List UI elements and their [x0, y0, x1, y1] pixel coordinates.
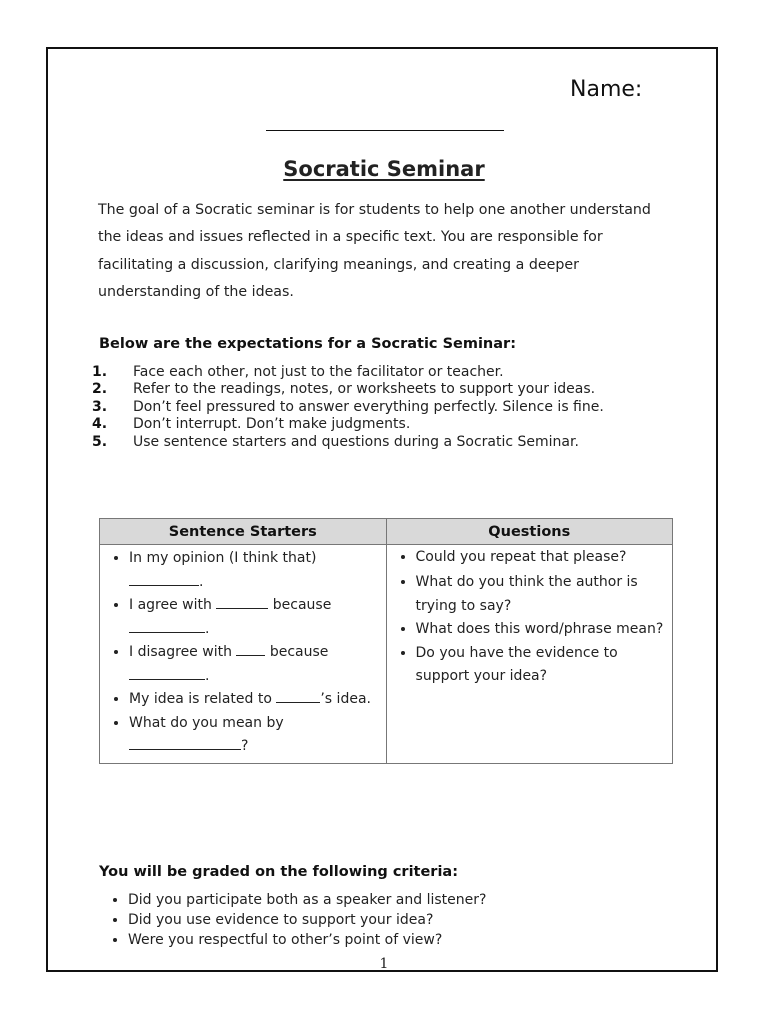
- item-text: Don’t feel pressured to answer everything perfectly. Silence is fine.: [133, 398, 604, 415]
- starter-text: because: [269, 644, 329, 660]
- criteria-heading: You will be graded on the following criteria:: [99, 864, 459, 880]
- item-number: 2.: [92, 381, 108, 398]
- sentence-starters-table: [99, 518, 673, 764]
- starter-text: What do you mean by: [129, 714, 284, 731]
- item-number: 4.: [92, 416, 108, 433]
- list-item: • Did you use evidence to support your idea?: [128, 910, 486, 930]
- list-item: [92, 434, 604, 451]
- name-blank-line: [266, 130, 504, 131]
- name-label: Name:: [570, 77, 643, 102]
- starter-punct: .: [199, 573, 204, 590]
- expectations-list: [92, 364, 604, 451]
- list-item: [92, 381, 604, 398]
- item-number: 1.: [92, 364, 108, 380]
- list-item: [92, 399, 604, 416]
- page-number: 1: [379, 956, 389, 972]
- starter-punct: ?: [241, 738, 249, 754]
- starter-text: ’s idea.: [320, 691, 371, 707]
- title-text: Socratic Seminar: [283, 157, 485, 181]
- item-text: Face each other, not just to the facilitator or teacher.: [133, 364, 504, 380]
- list-item: [92, 416, 604, 433]
- questions-cell: [386, 545, 672, 764]
- starters-list: [100, 547, 378, 759]
- list-item: [129, 594, 378, 641]
- questions-list: [387, 547, 664, 689]
- page-title: [48, 157, 720, 181]
- starter-text: My idea is related to: [129, 691, 272, 707]
- intro-paragraph: The goal of a Socratic seminar is for students to help one another understand the ideas and issues reflected in a specific text. You are responsible for facilitating a discussion, clarifying meanings, and creating a deeper understanding of the ideas.: [98, 202, 651, 301]
- fill-blank: [216, 594, 268, 609]
- fill-blank: [129, 665, 205, 680]
- item-text: Use sentence starters and questions during a Socratic Seminar.: [133, 433, 579, 450]
- list-item: [129, 688, 378, 712]
- expectations-heading: Below are the expectations for a Socratic Seminar:: [99, 336, 516, 352]
- item-text: Refer to the readings, notes, or worksheets to support your ideas.: [133, 381, 596, 398]
- starters-cell: [100, 545, 387, 764]
- list-item: • What does this word/phrase mean?: [416, 618, 664, 642]
- starter-punct: .: [205, 620, 210, 637]
- list-item: [129, 547, 378, 594]
- criteria-list: [100, 890, 486, 950]
- list-item: [92, 364, 604, 381]
- table-row: [100, 545, 673, 764]
- fill-blank: [129, 735, 241, 750]
- fill-blank: [236, 641, 265, 656]
- document-page: [46, 47, 718, 972]
- starter-text: In my opinion (I think that): [129, 550, 317, 566]
- fill-blank: [129, 571, 199, 586]
- item-text: Don’t interrupt. Don’t make judgments.: [133, 416, 411, 433]
- list-item: • Were you respectful to other’s point of view?: [128, 930, 486, 950]
- fill-blank: [276, 688, 320, 703]
- starter-text: I disagree with: [129, 644, 232, 660]
- item-number: 5.: [92, 433, 108, 450]
- column-header-questions: Questions: [386, 519, 672, 545]
- item-number: 3.: [92, 398, 108, 415]
- list-item: [129, 641, 378, 688]
- starter-text: because: [272, 597, 332, 613]
- list-item: • What do you think the author is trying to say?: [416, 571, 664, 618]
- fill-blank: [129, 618, 205, 633]
- list-item: [129, 712, 378, 759]
- column-header-starters: Sentence Starters: [100, 519, 387, 545]
- list-item: • Do you have the evidence to support your idea?: [416, 642, 664, 689]
- list-item: • Could you repeat that please?: [416, 547, 664, 567]
- starter-punct: .: [205, 667, 210, 684]
- table-header-row: [100, 519, 673, 545]
- list-item: • Did you participate both as a speaker and listener?: [128, 890, 486, 910]
- starter-text: I agree with: [129, 597, 212, 613]
